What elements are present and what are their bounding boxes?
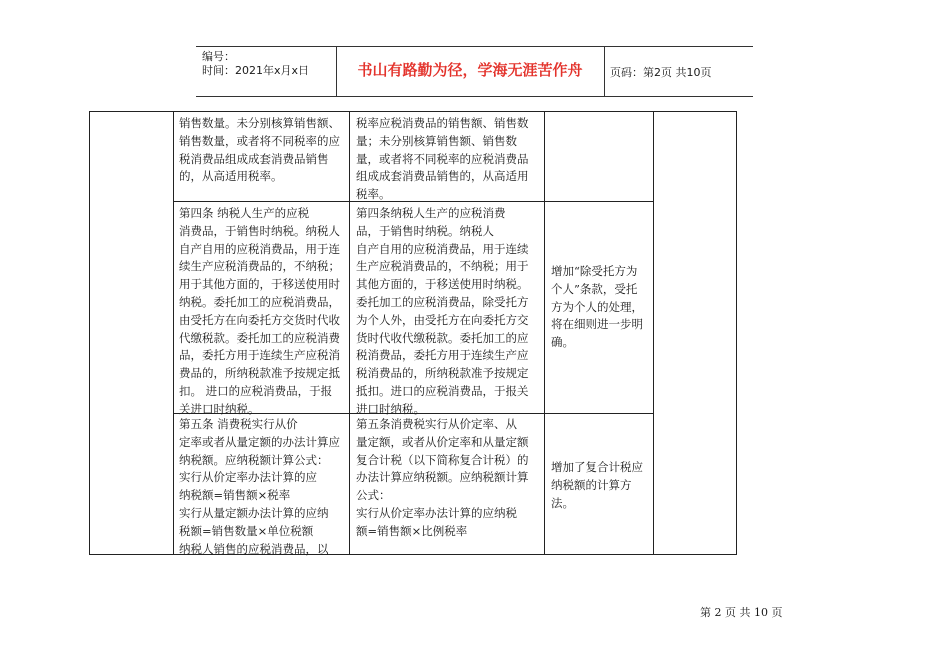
cell-text-line: 公式： (356, 488, 391, 503)
header-top-rule (196, 46, 753, 47)
cell-text-line: 其他方面的，于移送使用时纳税。 (356, 277, 529, 292)
cell-text-line: 货时代收代缴税款。委托加工的应 (356, 330, 529, 345)
new-provision-cell (356, 416, 542, 541)
cell-text-line: 品，于销售时纳税。纳税人 (356, 223, 494, 238)
cell-text-line: 品，委托方用于连续生产应税消 (179, 348, 340, 363)
old-provision-cell (179, 115, 347, 186)
cell-text-line: 量；未分别核算销售额、销售数 (356, 133, 517, 148)
new-provision-cell (356, 205, 542, 419)
cell-text-line: 用于其他方面的，于移送使用时 (179, 277, 340, 292)
cell-text-line: 的，从高适用税率。 (179, 169, 283, 184)
header-bottom-rule (196, 96, 753, 97)
change-note-cell (551, 263, 651, 352)
cell-text-line: 税率应税消费品的销售额、销售数 (356, 116, 529, 130)
date-label: 时间：2021年x月x日 (202, 64, 310, 77)
cell-text-line: 税消费品的，所纳税款准予按规定 (356, 366, 529, 381)
cell-text-line: 第四条纳税人生产的应税消费 (356, 206, 506, 220)
cell-text-line: 税消费品，委托方用于连续生产应 (356, 348, 529, 363)
cell-text-line: 委托加工的应税消费品，除受托方 (356, 294, 529, 309)
page-indicator: 页码：第2页 共10页 (610, 66, 712, 79)
motto-title: 书山有路勤为径，学海无涯苦作舟 (357, 61, 583, 79)
cell-text-line: 量，或者将不同税率的应税消费品 (356, 151, 529, 166)
cell-text-line: 关进口时纳税。 (179, 401, 260, 416)
cell-text-line: 将在细则进一步明 (551, 317, 643, 332)
cell-text-line: 税额=销售数量×单位税额 (179, 523, 314, 538)
cell-text-line: 定率或者从量定额的办法计算应 (179, 434, 340, 449)
change-note-cell (551, 459, 651, 512)
column-divider (653, 111, 654, 555)
cell-text-line: 由受托方在向委托方交货时代收 (179, 312, 340, 327)
cell-text-line: 额=销售额×比例税率 (356, 523, 468, 538)
cell-text-line: 增加了复合计税应 (551, 460, 643, 474)
cell-text-line: 生产应税消费品的，不纳税；用于 (356, 259, 529, 274)
serial-label: 编号： (202, 50, 235, 63)
cell-text-line: 方为个人的处理， (551, 299, 643, 314)
cell-text-line: 进口时纳税。 (356, 401, 425, 416)
cell-text-line: 增加“除受托方为 (551, 264, 638, 278)
cell-text-line: 量定额，或者从价定率和从量定额 (356, 434, 529, 449)
cell-text-line: 为个人外，由受托方在向委托方交 (356, 312, 529, 327)
cell-text-line: 费品的，所纳税款准予按规定抵 (179, 366, 340, 381)
cell-text-line: 纳税额。应纳税额计算公式： (179, 452, 329, 467)
cell-text-line: 税消费品组成成套消费品销售 (179, 151, 329, 166)
cell-text-line: 确。 (551, 335, 574, 350)
cell-text-line: 复合计税（以下简称复合计税）的 (356, 452, 529, 467)
cell-text-line: 第五条 消费税实行从价 (179, 417, 298, 431)
old-provision-cell (179, 416, 347, 558)
cell-text-line: 办法计算应纳税额。应纳税额计算 (356, 470, 529, 485)
cell-text-line: 销售数量。未分别核算销售额、 (179, 116, 340, 130)
column-divider (349, 111, 350, 555)
cell-text-line: 纳税额=销售额×税率 (179, 488, 291, 503)
cell-text-line: 个人”条款，受托 (551, 281, 638, 296)
cell-text-line: 第四条 纳税人生产的应税 (179, 206, 310, 220)
cell-text-line: 扣。 进口的应税消费品，于报 (179, 383, 333, 398)
cell-text-line: 税率。 (356, 187, 391, 202)
cell-text-line: 实行从价定率办法计算的应纳税 (356, 505, 517, 520)
cell-text-line: 销售数量，或者将不同税率的应 (179, 133, 340, 148)
table-border-left (89, 111, 90, 555)
cell-text-line: 代缴税款。委托加工的应税消费 (179, 330, 340, 345)
cell-text-line: 组成成套消费品销售的，从高适用 (356, 169, 529, 184)
column-divider (544, 111, 545, 555)
table-border-right (736, 111, 737, 555)
cell-text-line: 实行从量定额办法计算的应纳 (179, 505, 329, 520)
cell-text-line: 消费品，于销售时纳税。纳税人 (179, 223, 340, 238)
cell-text-line: 实行从价定率办法计算的应 (179, 470, 317, 485)
cell-text-line: 纳税人销售的应税消费品，以 (179, 541, 329, 556)
column-divider (173, 111, 174, 555)
cell-text-line: 自产自用的应税消费品，用于连 (179, 241, 340, 256)
cell-text-line: 纳税。委托加工的应税消费品， (179, 294, 340, 309)
cell-text-line: 法。 (551, 495, 574, 510)
page-footer: 第 2 页 共 10 页 (700, 606, 783, 619)
table-border-top (89, 111, 737, 112)
new-provision-cell (356, 115, 542, 204)
cell-text-line: 抵扣。进口的应税消费品，于报关 (356, 383, 529, 398)
old-provision-cell (179, 205, 347, 419)
header-divider (604, 46, 605, 96)
cell-text-line: 纳税额的计算方 (551, 477, 632, 492)
cell-text-line: 续生产应税消费品的，不纳税； (179, 259, 340, 274)
cell-text-line: 第五条消费税实行从价定率、从 (356, 417, 517, 431)
cell-text-line: 自产自用的应税消费品，用于连续 (356, 241, 529, 256)
